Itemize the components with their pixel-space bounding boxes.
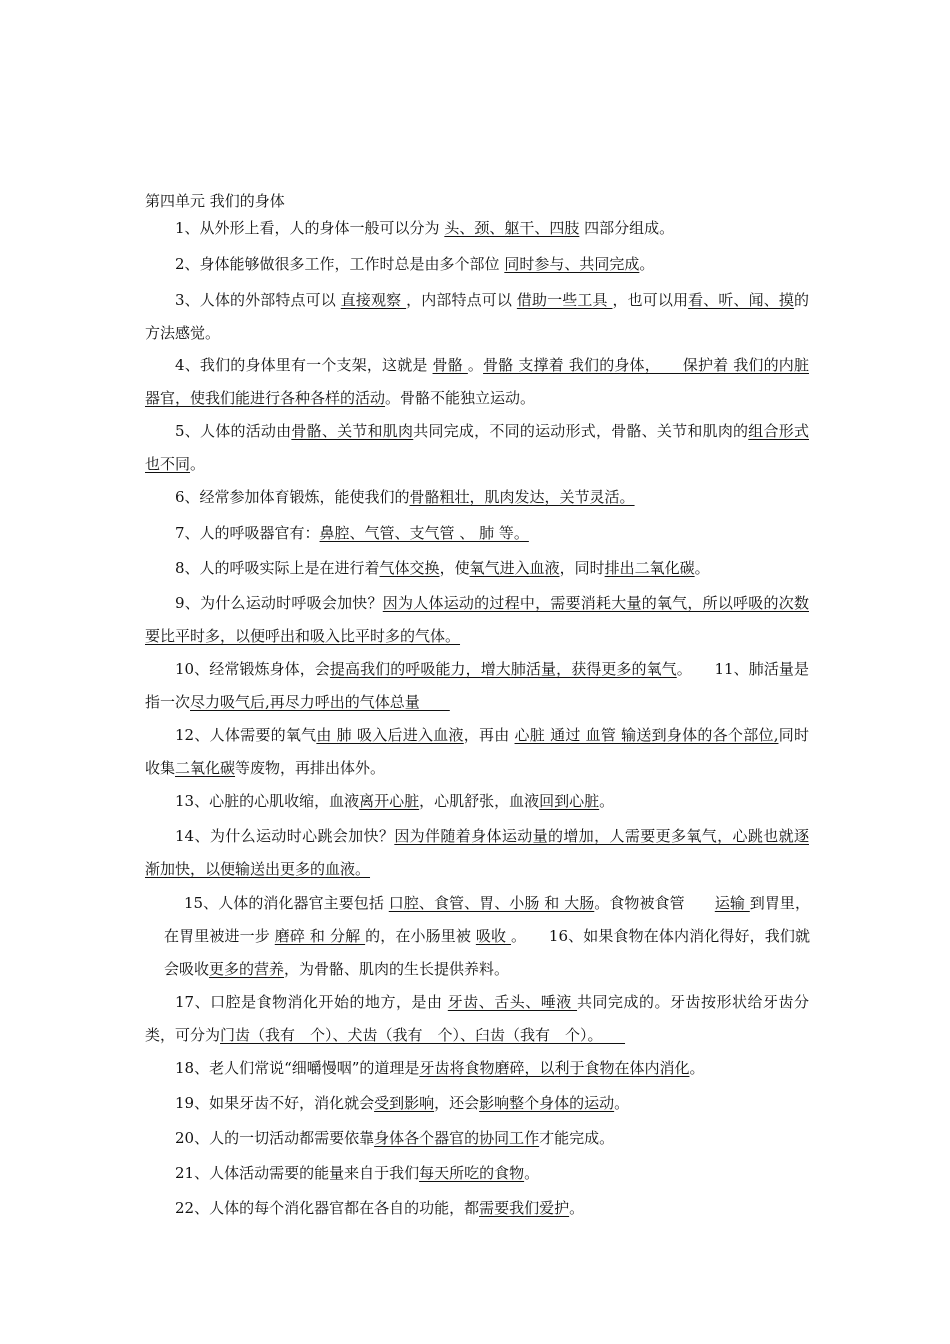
answer-text: 看、听、闻、摸 — [688, 291, 794, 309]
question-text: 。食物被食管 — [594, 894, 715, 912]
question-text: 1、从外形上看，人的身体一般可以分为 — [175, 219, 445, 237]
answer-text: 离开心脏 — [359, 792, 420, 810]
item-13 — [145, 785, 809, 818]
question-text: 共同完成的。牙齿按形状给牙齿分类，可分为 — [145, 993, 809, 1044]
item-22 — [145, 1192, 809, 1225]
unit-title: 第四单元 我们的身体 — [145, 192, 285, 210]
item-3 — [145, 284, 809, 350]
answer-text: 二氧化碳 — [175, 759, 236, 777]
question-text: 17、口腔是食物消化开始的地方，是由 — [175, 993, 448, 1011]
question-text: 。 — [524, 1164, 540, 1182]
question-text: 。 — [569, 1199, 585, 1217]
answer-text: 组合形式也不同 — [145, 422, 809, 473]
answer-text: 气体交换 — [379, 559, 440, 577]
item-1 — [145, 212, 809, 245]
question-text: ，心肌舒张，血液 — [419, 792, 540, 810]
question-text: 20、人的一切活动都需要依靠 — [175, 1129, 375, 1147]
answer-text: 身体各个器官的协同工作 — [374, 1129, 540, 1147]
answer-text: 借助一些工具 — [516, 291, 613, 309]
answer-text: 尽力吸气后,再尽力呼出的气体总量 — [190, 693, 450, 711]
answer-text: 每天所吃的食物 — [419, 1164, 525, 1182]
question-text: 。骨骼不能独立运动。 — [385, 389, 536, 407]
answer-text: 提高我们的呼吸能力，增大肺活量，获得更多的氧气 — [329, 660, 677, 678]
answer-text: 骨骼 支撑着 我们的身体， 保护着 我们的内脏器官，使我们能进行各种各样的活动 — [145, 356, 809, 407]
answer-text: 口腔、食管、胃、小肠 和 大肠 — [388, 894, 595, 912]
item-10-11 — [145, 653, 809, 719]
answer-text: 牙齿将食物磨碎，以利于食物在体内消化 — [419, 1059, 690, 1077]
item-20 — [145, 1122, 809, 1155]
answer-text: 需要我们爱护 — [479, 1199, 570, 1217]
item-15-16 — [164, 887, 810, 986]
answer-text: 更多的营养 — [209, 960, 285, 978]
question-text: 13、心脏的心肌收缩，血液 — [175, 792, 360, 810]
answer-text: 同时参与、共同完成 — [504, 255, 640, 273]
answer-text: 回到心脏 — [539, 792, 600, 810]
answer-text: 直接观察 — [340, 291, 407, 309]
question-text: 。 — [689, 1059, 705, 1077]
item-18 — [145, 1052, 809, 1085]
question-text: 4、我们的身体里有一个支架，这就是 — [175, 356, 433, 374]
answer-text: 心脏 通过 血管 输送到身体的各个部位, — [514, 726, 779, 744]
question-text: 6、经常参加体育锻炼，能使我们的 — [175, 488, 410, 506]
item-4 — [145, 349, 809, 415]
item-7 — [145, 517, 809, 550]
question-text: 的，在小肠里被 — [365, 927, 476, 945]
question-text: ，也可以用 — [612, 291, 689, 309]
question-text: 。 — [614, 1094, 630, 1112]
question-text: 的方法感觉。 — [145, 291, 809, 342]
question-text: 8、人的呼吸实际上是在进行着 — [175, 559, 380, 577]
answer-text: 鼻腔、气管、支气管 、 肺 等。 — [319, 524, 529, 542]
item-19 — [145, 1087, 809, 1120]
answer-text: 头、颈、躯干、四肢 — [444, 219, 580, 237]
answer-text: 门齿（我有 个）、犬齿（我有 个）、臼齿（我有 个）。 — [220, 1026, 626, 1044]
answer-text: 骨骼粗壮，肌肉发达，关节灵活。 — [409, 488, 635, 506]
question-text: 18、老人们常说“细嚼慢咽”的道理是 — [175, 1059, 420, 1077]
question-text: 21、人体活动需要的能量来自于我们 — [175, 1164, 420, 1182]
item-14 — [145, 820, 809, 886]
answer-text: 由 肺 吸入后进入血液 — [316, 726, 464, 744]
question-text: 同时收集 — [145, 726, 809, 777]
item-2 — [145, 248, 809, 281]
question-text: 等废物，再排出体外。 — [235, 759, 386, 777]
question-text: 。 — [599, 792, 615, 810]
question-text: ，同时 — [559, 559, 605, 577]
item-8 — [145, 552, 809, 585]
question-text: 2、身体能够做很多工作，工作时总是由多个部位 — [175, 255, 505, 273]
question-text: 5、人体的活动由 — [175, 422, 292, 440]
question-text: 19、如果牙齿不好，消化就会 — [175, 1094, 375, 1112]
question-text: 。 — [467, 356, 484, 374]
question-text: 。 11、肺活量是指一次 — [145, 660, 809, 711]
answer-text: 因为伴随着身体运动量的增加，人需要更多氧气，心跳也就逐渐加快，以便输送出更多的血液。 — [145, 827, 809, 878]
question-text: 到胃里，在胃里被进一步 — [164, 894, 810, 945]
question-text: 。 16、如果食物在体内消化得好，我们就会吸收 — [164, 927, 810, 978]
answer-text: 牙齿、舌头、唾液 — [447, 993, 578, 1011]
answer-text: 吸收 — [475, 927, 512, 945]
question-text: 15、人体的消化器官主要包括 — [184, 894, 389, 912]
question-text: ，还会 — [434, 1094, 480, 1112]
question-text: 22、人体的每个消化器官都在各自的功能，都 — [175, 1199, 480, 1217]
question-text: 10、经常锻炼身体，会 — [175, 660, 330, 678]
answer-text: 磨碎 和 分解 — [274, 927, 366, 945]
answer-text: 运输 — [714, 894, 750, 912]
answer-text: 排出二氧化碳 — [604, 559, 695, 577]
question-text: ，内部特点可以 — [406, 291, 517, 309]
question-text: 。 — [694, 559, 710, 577]
answer-text: 受到影响 — [374, 1094, 435, 1112]
question-text: ，为骨骼、肌肉的生长提供养料。 — [284, 960, 510, 978]
answer-text: 氧气进入血液 — [469, 559, 560, 577]
question-text: 才能完成。 — [539, 1129, 615, 1147]
question-text: 。 — [190, 455, 206, 473]
answer-text: 骨骼、关节和肌肉 — [291, 422, 414, 440]
question-text: ，再由 — [463, 726, 515, 744]
question-text: 7、人的呼吸器官有： — [175, 524, 320, 542]
answer-text: 骨骼 — [432, 356, 468, 374]
question-text: 四部分组成。 — [579, 219, 675, 237]
question-text: 12、人体需要的氧气 — [175, 726, 317, 744]
question-text: 3、人体的外部特点可以 — [175, 291, 341, 309]
answer-text: 因为人体运动的过程中，需要消耗大量的氧气，所以呼吸的次数要比平时多，以便呼出和吸入比平时多的气体。 — [145, 594, 809, 645]
question-text: 9、为什么运动时呼吸会加快？ — [175, 594, 383, 612]
item-5 — [145, 415, 809, 481]
question-text: 。 — [639, 255, 655, 273]
item-9 — [145, 587, 809, 653]
item-6 — [145, 481, 809, 514]
question-text: 共同完成，不同的运动形式，骨骼、关节和肌肉的 — [413, 422, 749, 440]
answer-text: 影响整个身体的运动 — [479, 1094, 615, 1112]
question-text: ，使 — [439, 559, 470, 577]
item-21 — [145, 1157, 809, 1190]
item-12 — [145, 719, 809, 785]
item-17 — [145, 986, 809, 1052]
question-text: 14、为什么运动时心跳会加快？ — [175, 827, 395, 845]
